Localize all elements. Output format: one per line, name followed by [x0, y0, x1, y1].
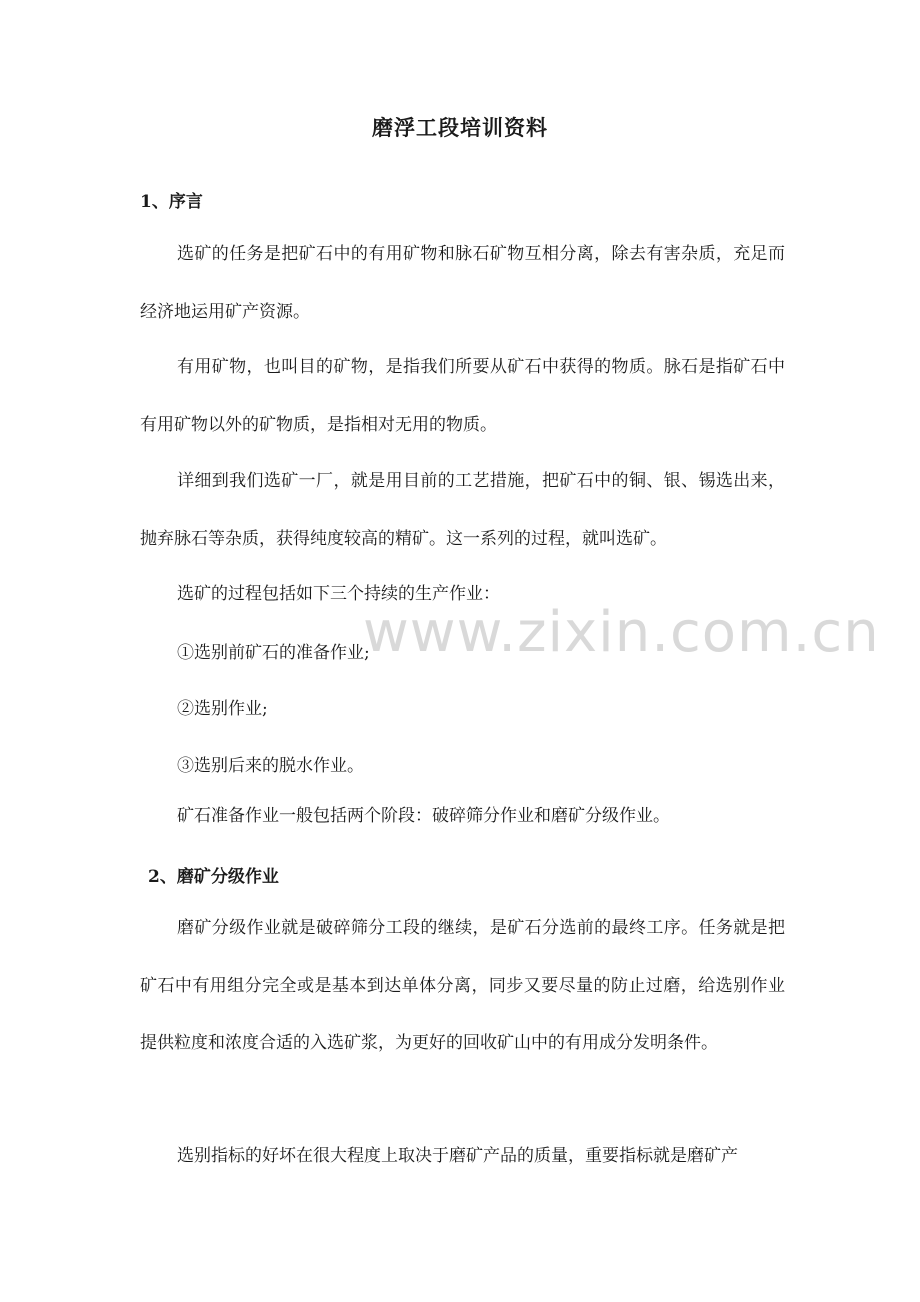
- watermark: www.zixin.com.cn: [363, 600, 880, 665]
- paragraph: 磨矿分级作业就是破碎筛分工段的继续，是矿石分选前的最终工序。任务就是把矿石中有用组分完全或是基本到达单体分离，同步又要尽量的防止过磨，给选别作业提供粒度和浓度合适的入选矿浆，为更好的回收矿山中的有用成分发明条件。: [140, 918, 785, 1053]
- list-item: ②选别作业;: [177, 699, 268, 719]
- paragraph: 选矿的过程包括如下三个持续的生产作业：: [177, 584, 500, 604]
- paragraph: 矿石准备作业一般包括两个阶段：破碎筛分作业和磨矿分级作业。: [177, 806, 670, 826]
- document-title: 磨浮工段培训资料: [372, 115, 548, 140]
- section-heading-grinding: 2、磨矿分级作业: [148, 867, 279, 887]
- paragraph: 详细到我们选矿一厂，就是用目前的工艺措施，把矿石中的铜、银、锡选出来，抛弃脉石等杂质，获得纯度较高的精矿。这一系列的过程，就叫选矿。: [140, 471, 785, 549]
- paragraph: 选矿的任务是把矿石中的有用矿物和脉石矿物互相分离，除去有害杂质，充足而经济地运用矿产资源。: [140, 244, 785, 322]
- list-item: ①选别前矿石的准备作业;: [177, 643, 370, 663]
- paragraph: 有用矿物，也叫目的矿物，是指我们所要从矿石中获得的物质。脉石是指矿石中有用矿物以外的矿物质，是指相对无用的物质。: [140, 357, 785, 435]
- section-heading-preface: 1、序言: [140, 192, 203, 212]
- paragraph: 选别指标的好坏在很大程度上取决于磨矿产品的质量，重要指标就是磨矿产: [177, 1146, 738, 1166]
- list-item: ③选别后来的脱水作业。: [177, 756, 364, 776]
